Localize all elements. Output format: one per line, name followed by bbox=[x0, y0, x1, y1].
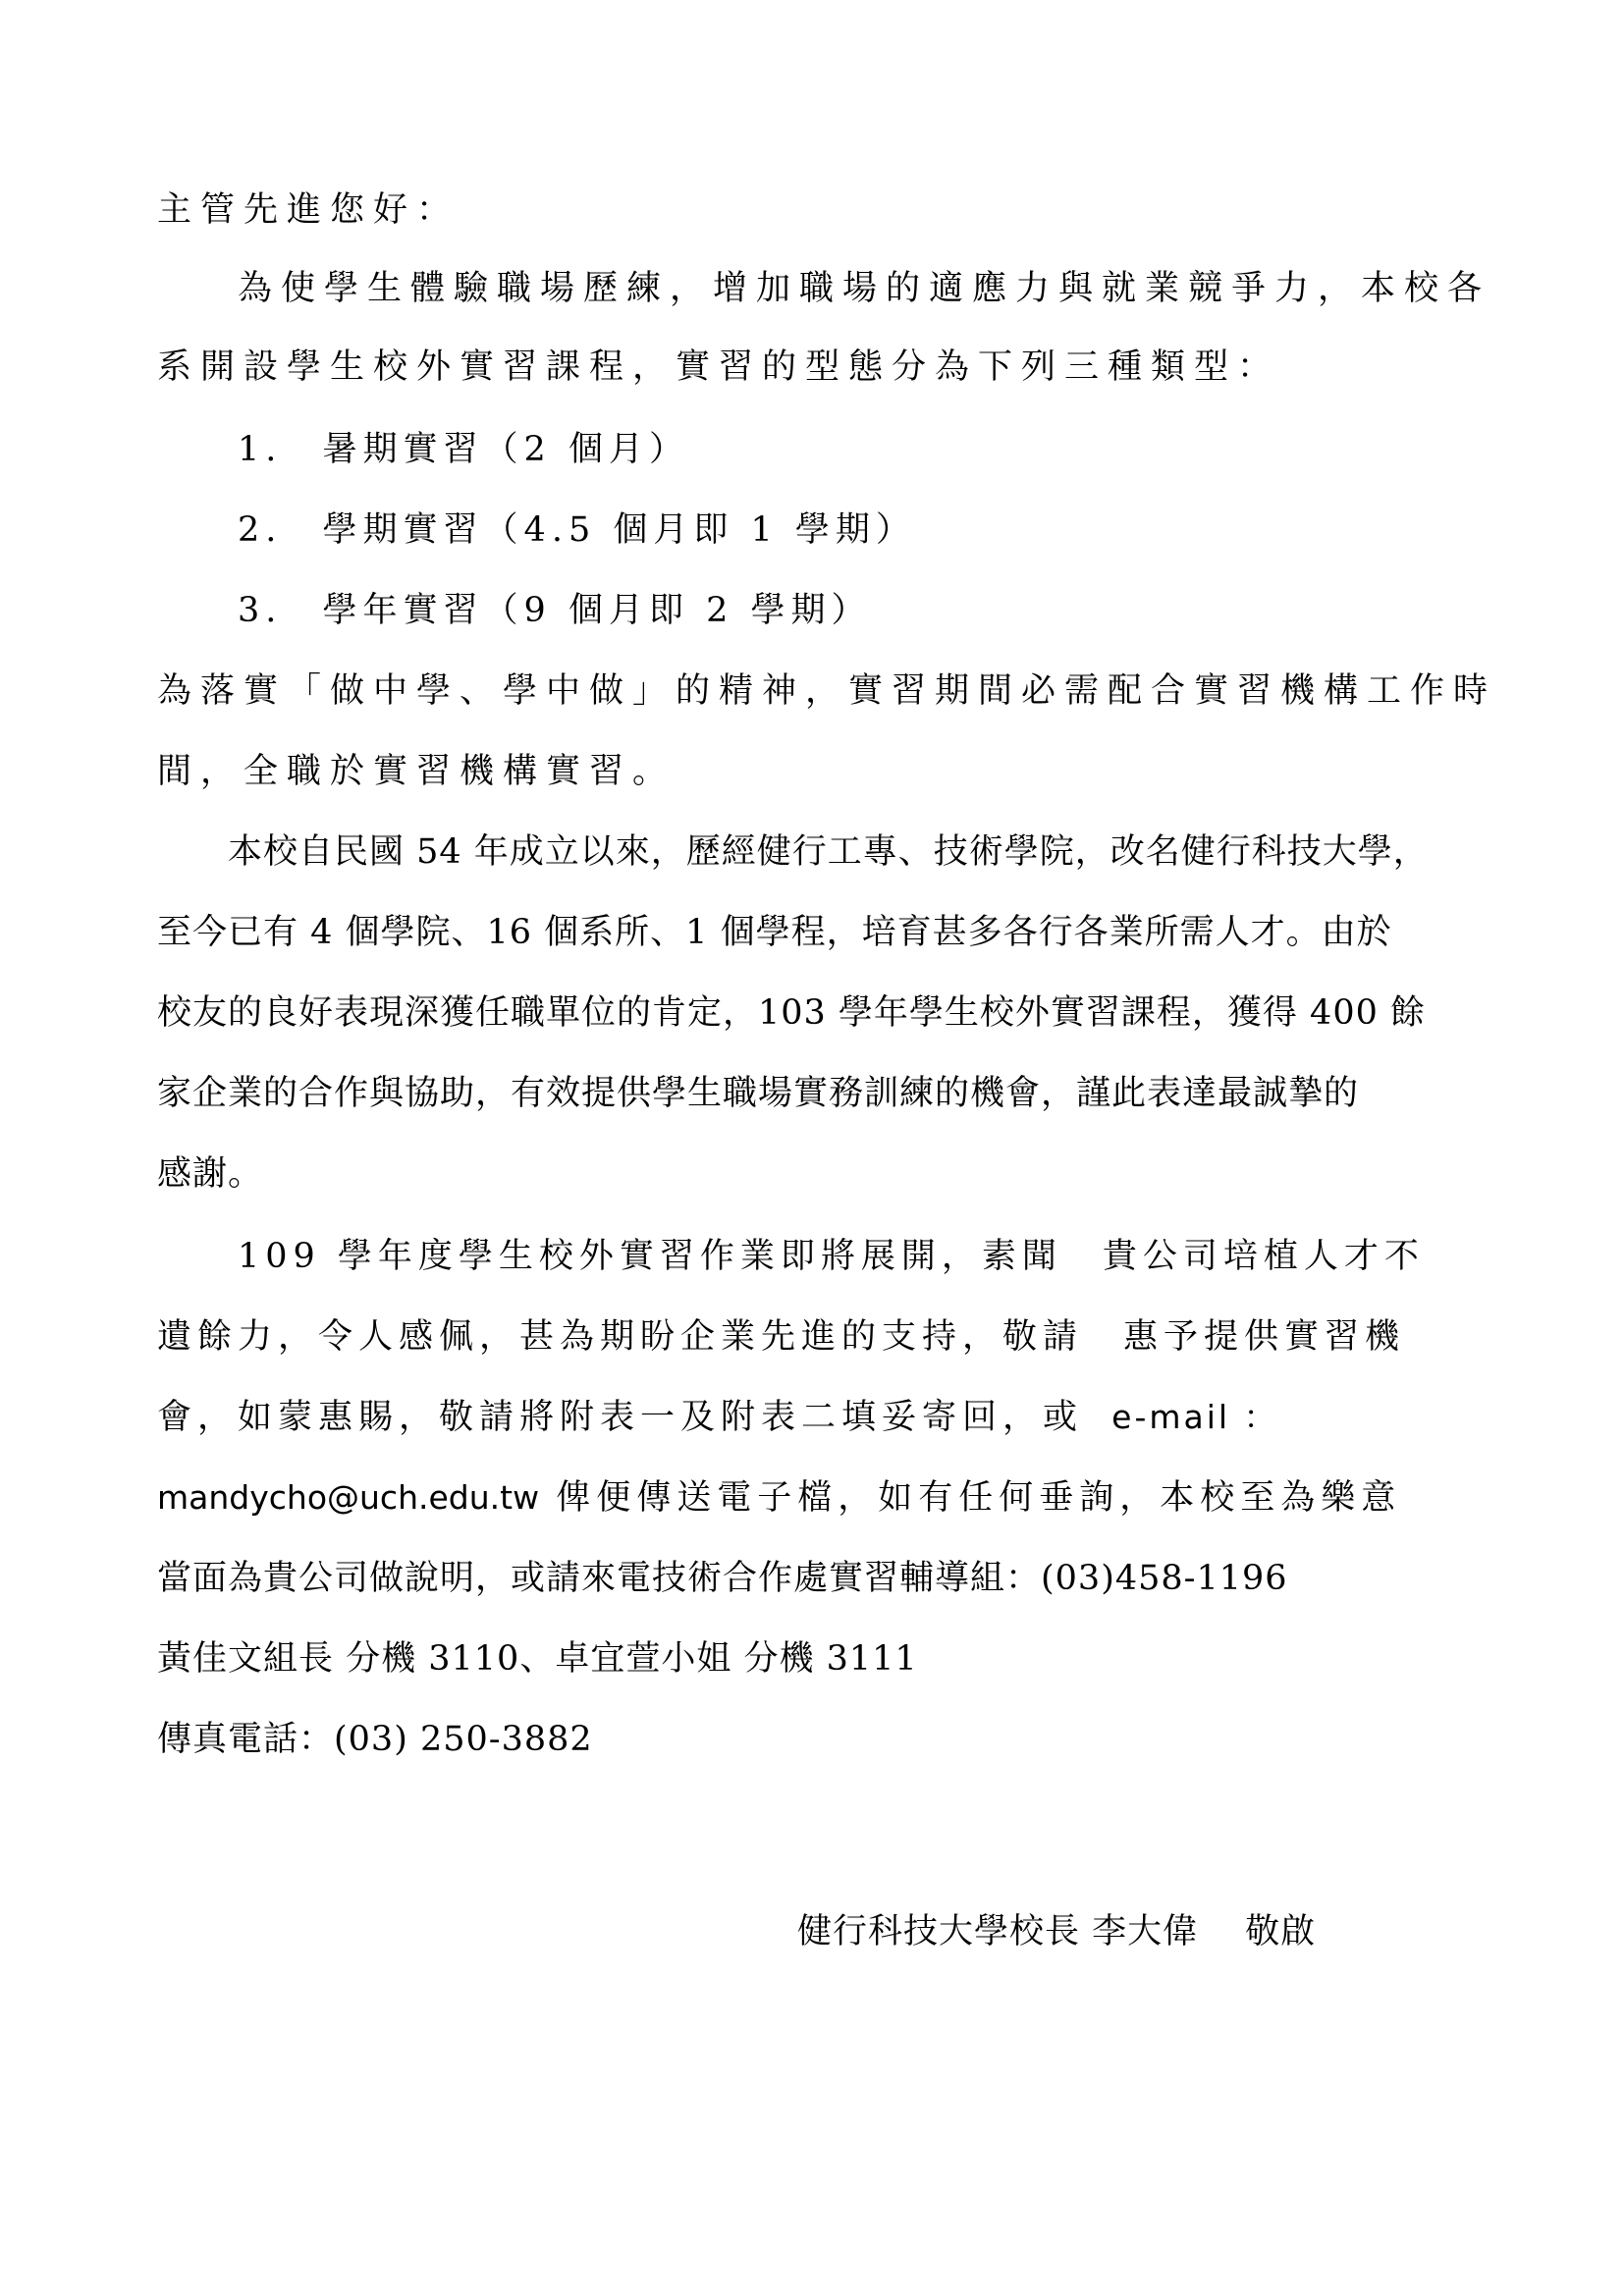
signature: 健行科技大學校長 李大偉 敬啟 bbox=[797, 1912, 1317, 1951]
list-number: 3. bbox=[238, 591, 283, 630]
history-line-5: 感謝。 bbox=[157, 1154, 264, 1194]
request-line-4-text: 俾便傳送電子檔，如有任何垂詢，本校至為樂意 bbox=[556, 1478, 1402, 1518]
internship-type-item bbox=[238, 508, 916, 552]
history-line-1: 本校自民國 54 年成立以來，歷經健行工專、技術學院，改名健行科技大學， bbox=[228, 832, 1429, 872]
fax-line: 傳真電話：(03) 250-3882 bbox=[157, 1720, 593, 1759]
internship-type-item bbox=[238, 589, 871, 632]
spirit-line-1: 為落實「做中學、學中做」的精神，實習期間必需配合實習機構工作時 bbox=[157, 671, 1497, 711]
request-line-3 bbox=[157, 1396, 1279, 1439]
intro-line-2: 系開設學生校外實習課程，實習的型態分為下列三種類型： bbox=[157, 347, 1281, 387]
request-line-2: 遺餘力，令人感佩，甚為期盼企業先進的支持，敬請 惠予提供實習機 bbox=[157, 1317, 1406, 1357]
intro-line-1: 為使學生體驗職場歷練，增加職場的適應力與就業競爭力，本校各 bbox=[238, 269, 1491, 308]
list-number: 2. bbox=[238, 510, 283, 550]
list-number: 1. bbox=[238, 430, 283, 469]
history-line-2: 至今已有 4 個學院、16 個系所、1 個學程，培育甚多各行各業所需人才。由於 bbox=[157, 913, 1392, 952]
email-address[interactable]: mandycho@uch.edu.tw bbox=[157, 1478, 540, 1517]
history-line-3: 校友的良好表現深獲任職單位的肯定，103 學年學生校外實習課程，獲得 400 餘 bbox=[157, 993, 1426, 1033]
list-label: 學年實習（9 個月即 2 學期） bbox=[322, 591, 872, 630]
list-label: 學期實習（4.5 個月即 1 學期） bbox=[322, 510, 916, 550]
request-line-3-text: 會，如蒙惠賜，敬請將附表一及附表二填妥寄回，或 bbox=[157, 1398, 1084, 1437]
request-line-4 bbox=[157, 1476, 1401, 1520]
contacts-line: 黃佳文組長 分機 3110、卓宜萱小姐 分機 3111 bbox=[157, 1639, 918, 1679]
greeting: 主管先進您好： bbox=[157, 190, 460, 230]
request-line-5: 當面為貴公司做說明，或請來電技術合作處實習輔導組：(03)458-1196 bbox=[157, 1559, 1288, 1598]
internship-type-item bbox=[238, 428, 689, 471]
spirit-line-2: 間，全職於實習機構實習。 bbox=[157, 752, 677, 791]
list-label: 暑期實習（2 個月） bbox=[322, 430, 689, 469]
email-label: e-mail ： bbox=[1111, 1398, 1279, 1436]
request-line-1: 109 學年度學生校外實習作業即將展開，素聞 貴公司培植人才不 bbox=[238, 1237, 1425, 1276]
history-line-4: 家企業的合作與協助，有效提供學生職場實務訓練的機會，謹此表達最誠摯的 bbox=[157, 1074, 1360, 1113]
